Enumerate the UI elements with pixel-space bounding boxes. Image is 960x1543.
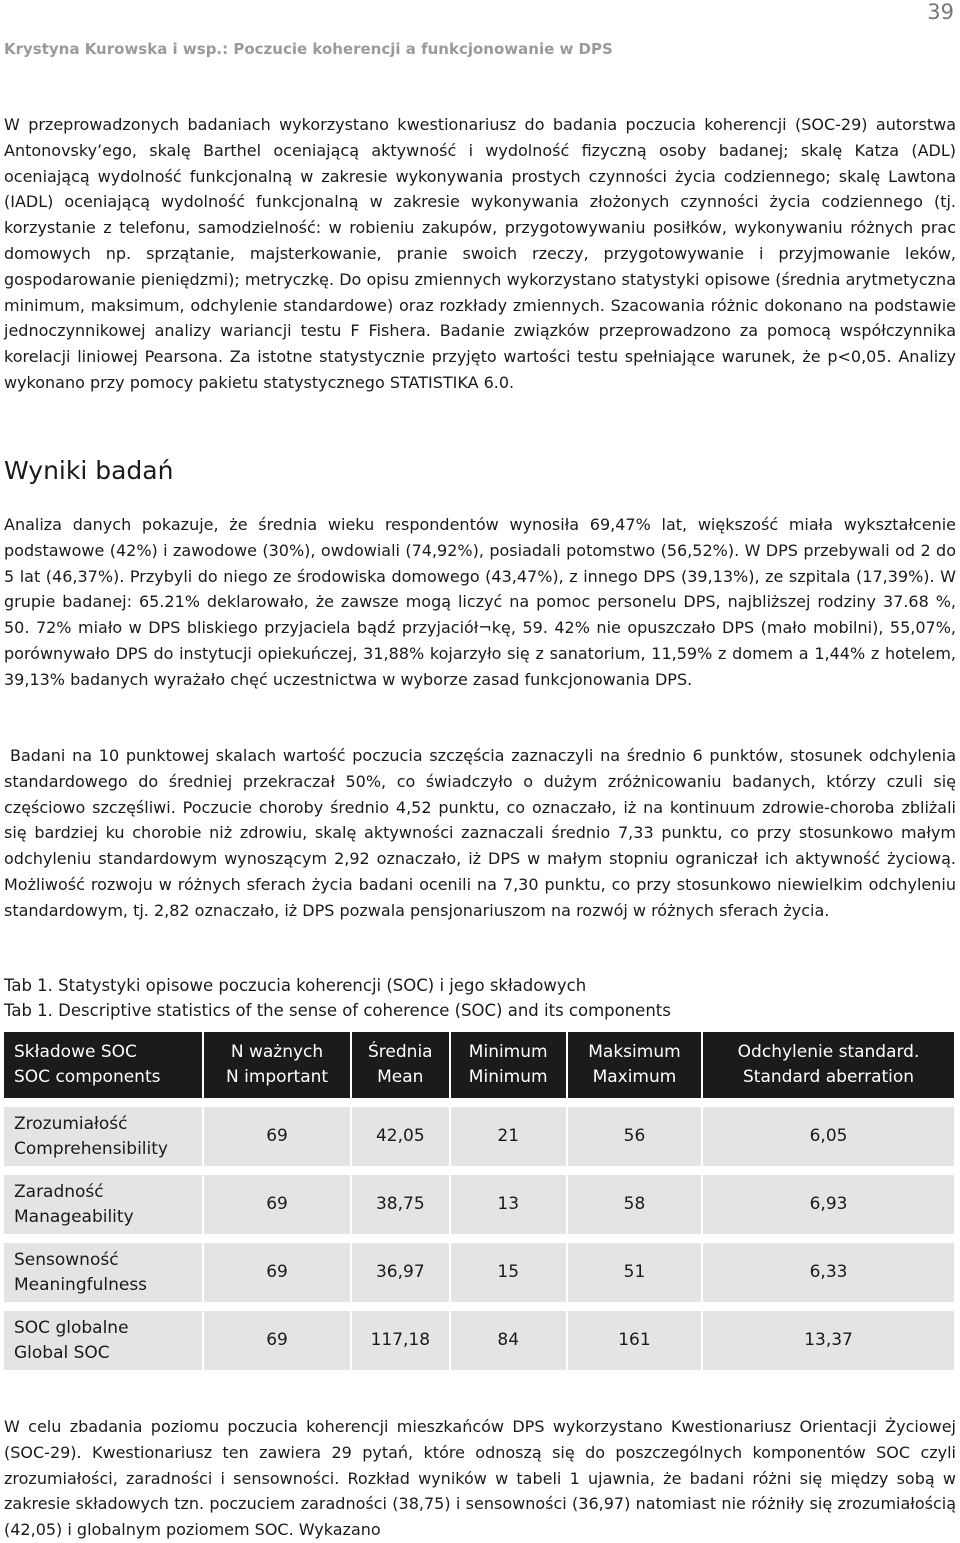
- sd-value: 6,33: [702, 1239, 954, 1307]
- min-value: 15: [450, 1239, 567, 1307]
- max-value: 161: [567, 1307, 702, 1371]
- header-sd: Odchylenie standard. Standard aberration: [702, 1032, 954, 1103]
- header-minimum: Minimum Minimum: [450, 1032, 567, 1103]
- mean-value: 36,97: [351, 1239, 450, 1307]
- n-value: 69: [203, 1307, 351, 1371]
- max-value: 51: [567, 1239, 702, 1307]
- max-value: 56: [567, 1103, 702, 1171]
- results-paragraph-1: Analiza danych pokazuje, że średnia wieku respondentów wynosiła 69,47% lat, większość miała wykształcenie podstawowe (42%) i zawodowe (30%), owdowiali (74,92%), posiadali potomstwo (56,52%). W DPS przebywali od 2 do 5 lat (46,37%). Przybyli do niego ze środowiska domowego (43,47%), z innego DPS (39,13%), ze szpitala (17,39%). W grupie badanej: 65.21% deklarowało, że zawsze mogą liczyć na pomoc personelu DPS, najbliższej rodziny 37.68 %, 50. 72% miało w DPS bliskiego przyjaciela bądź przyjaciół¬kę, 59. 42% nie opuszczało DPS (mało mobilni), 55,07%, porównywało DPS do instytucji opiekuńczej, 31,88% kojarzyło się z sanatorium, 11,59% z domem a 1,44% z hotelem, 39,13% badanych wyrażało chęć uczestnictwa w wyborze zasad funkcjonowania DPS.: [4, 515, 956, 689]
- table-header-row: [4, 1032, 954, 1103]
- n-value: 69: [203, 1239, 351, 1307]
- header-mean: Średnia Mean: [351, 1032, 450, 1103]
- header-maximum: Maksimum Maximum: [567, 1032, 702, 1103]
- sd-value: 6,93: [702, 1171, 954, 1239]
- running-head: Krystyna Kurowska i wsp.: Poczucie koherencji a funkcjonowanie w DPS: [4, 40, 613, 58]
- table-caption-en: Tab 1. Descriptive statistics of the sense of coherence (SOC) and its components: [4, 1001, 671, 1020]
- header-components: Składowe SOC SOC components: [4, 1032, 203, 1103]
- header-n: N ważnych N important: [203, 1032, 351, 1103]
- results-heading: Wyniki badań: [4, 456, 174, 485]
- table-row: [4, 1103, 954, 1171]
- n-value: 69: [203, 1171, 351, 1239]
- closing-paragraph: W celu zbadania poziomu poczucia koherencji mieszkańców DPS wykorzystano Kwestionariusz Orientacji Życiowej (SOC-29). Kwestionariusz ten zawiera 29 pytań, które odnoszą się do poszczególnych komponentów SOC czyli zrozumiałości, zaradności i sensowności. Rozkład wyników w tabeli 1 ujawnia, że badani różni się między sobą w zakresie składowych tzn. poczuciem zaradności (38,75) i sensowności (36,97) natomiast nie różniły się zrozumiałością (42,05) i globalnym poziomem SOC. Wykazano: [4, 1417, 956, 1540]
- sd-value: 13,37: [702, 1307, 954, 1371]
- table-caption-pl: Tab 1. Statystyki opisowe poczucia koherencji (SOC) i jego składowych: [4, 976, 587, 995]
- soc-statistics-table: [4, 1032, 954, 1370]
- min-value: 21: [450, 1103, 567, 1171]
- sd-value: 6,05: [702, 1103, 954, 1171]
- methods-paragraph: W przeprowadzonych badaniach wykorzystano kwestionariusz do badania poczucia koherencji (SOC-29) autorstwa Antonovsky’ego, skalę Barthel oceniającą aktywność i wydolność fizyczną osoby badanej; skalę Katza (ADL) oceniającą wydolność funkcjonalną w zakresie wykonywania prostych czynności życia codziennego; skalę Lawtona (IADL) oceniającą wydolność funkcjonalną w zakresie wykonywania złożonych czynności życia codziennego (tj. korzystanie z telefonu, samodzielność: w robieniu zakupów, przygotowywaniu posiłków, wykonywaniu różnych prac domowych np. sprzątanie, majsterkowanie, pranie swoich rzeczy, przygotowywanie i przyjmowanie leków, gospodarowanie pieniędzmi); metryczkę. Do opisu zmiennych wykorzystano statystyki opisowe (średnia arytmetyczna minimum, maksimum, odchylenie standardowe) oraz rozkłady zmiennych. Szacowania różnic dokonano na podstawie jednoczynnikowej analizy wariancji testu F Fishera. Badanie związków przeprowadzono za pomocą współczynnika korelacji liniowej Pearsona. Za istotne statystycznie przyjęto wartości testu spełniające warunek, że p<0,05. Analizy wykonano przy pomocy pakietu statystycznego STATISTIKA 6.0.: [4, 115, 956, 392]
- mean-value: 42,05: [351, 1103, 450, 1171]
- page-number: 39: [927, 0, 954, 24]
- min-value: 84: [450, 1307, 567, 1371]
- min-value: 13: [450, 1171, 567, 1239]
- component-name: Sensowność Meaningfulness: [4, 1239, 203, 1307]
- results-paragraph-2: Badani na 10 punktowej skalach wartość poczucia szczęścia zaznaczyli na średnio 6 punktów, stosunek odchylenia standardowego do średniej przekraczał 50%, co świadczyło o dużym zróżnicowaniu badanych, którzy czuli się częściowo szczęśliwi. Poczucie choroby średnio 4,52 punktu, co oznaczało, iż na kontinuum zdrowie-choroba zbliżali się bardziej ku chorobie niż zdrowiu, skalę aktywności zaznaczali średnio 7,33 punktu, co przy stosunkowo małym odchyleniu standardowym wynoszącym 2,92 oznaczało, iż DPS w małym stopniu ograniczał ich aktywność życiową. Możliwość rozwoju w różnych sferach życia badani ocenili na 7,30 punktu, co przy stosunkowo niewielkim odchyleniu standardowym, tj. 2,82 oznaczało, iż DPS pozwala pensjonariuszom na rozwój w różnych sferach życia.: [4, 746, 956, 920]
- mean-value: 38,75: [351, 1171, 450, 1239]
- component-name: Zrozumiałość Comprehensibility: [4, 1103, 203, 1171]
- n-value: 69: [203, 1103, 351, 1171]
- component-name: SOC globalne Global SOC: [4, 1307, 203, 1371]
- max-value: 58: [567, 1171, 702, 1239]
- table-row: [4, 1307, 954, 1371]
- mean-value: 117,18: [351, 1307, 450, 1371]
- table-row: [4, 1171, 954, 1239]
- component-name: Zaradność Manageability: [4, 1171, 203, 1239]
- table-row: [4, 1239, 954, 1307]
